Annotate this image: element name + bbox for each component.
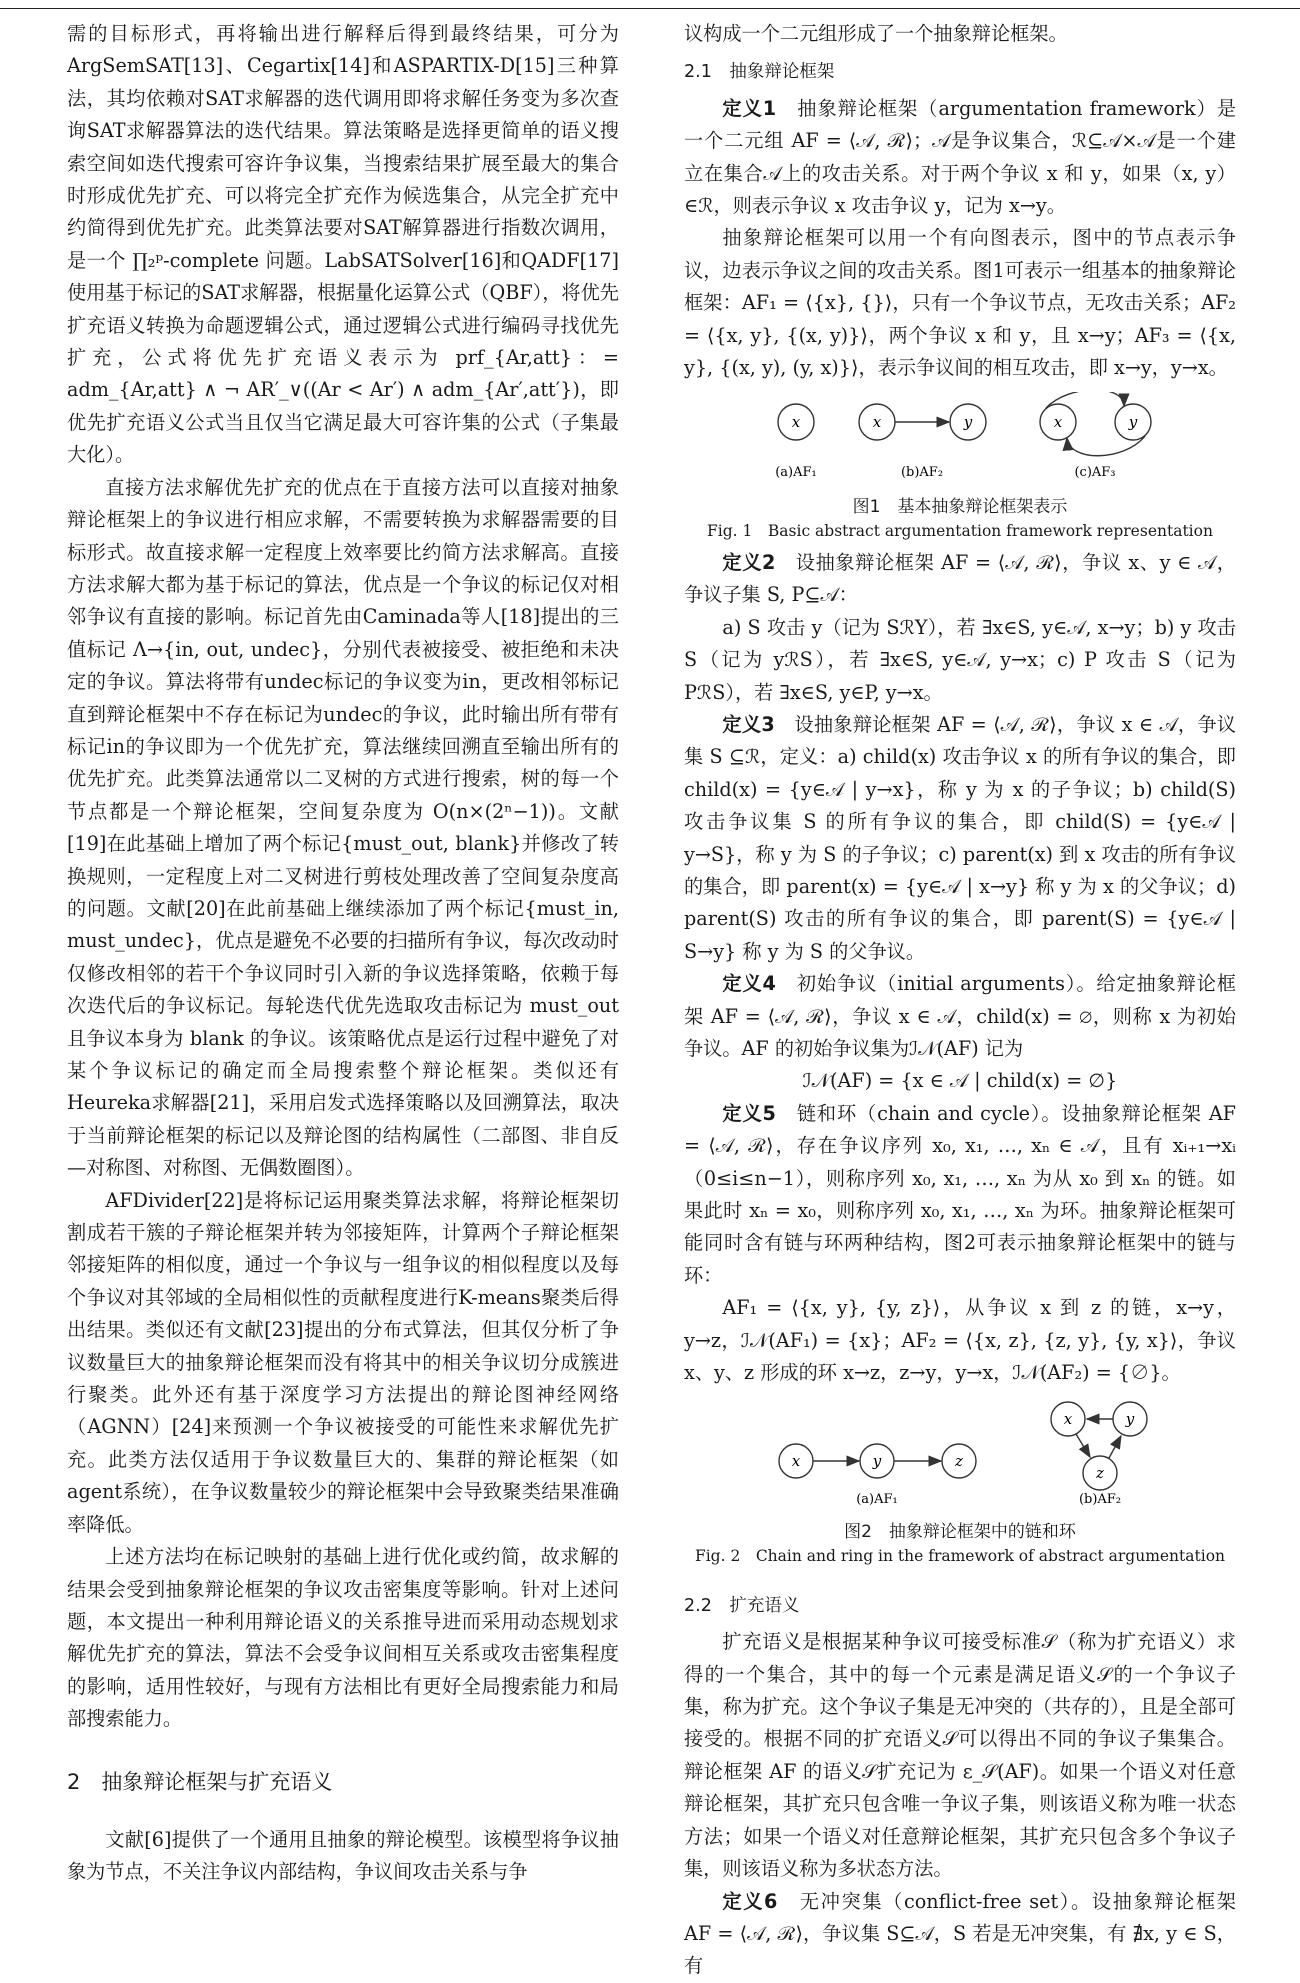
definition-text: 无冲突集（conflict-free set）。设抽象辩论框架 AF = ⟨𝒜, ℛ⟩，争议集 S⊆𝒜，S 若是无冲突集，有 ∄x, y ∈ S，有 (684, 1889, 1236, 1978)
node-label: y (1128, 413, 1138, 432)
node-label: z (1096, 1464, 1104, 1483)
paragraph: AF₁ = ⟨{x, y}, {y, z}⟩，从争议 x 到 z 的链，x→y，y→z，ℐ𝒩(AF₁) = {x}；AF₂ = ⟨{x, z}, {z, y}, {y, x}⟩，争议 x、y、z 形成的环 x→z，z→y，y→x，ℐ𝒩(AF₂) = {∅}。 (684, 1296, 1236, 1385)
definition-label: 定义1 (722, 96, 777, 120)
subfigure-label: (b)AF₂ (1078, 1492, 1122, 1508)
node-label: y (963, 413, 973, 432)
definition-3 (684, 709, 1236, 968)
node-label: x (872, 413, 882, 432)
subfigure-label: (b)AF₂ (900, 465, 944, 481)
figure-1 (684, 392, 1236, 542)
definition-5 (684, 1098, 1236, 1292)
subfigure-label: (a)AF₁ (856, 1492, 898, 1508)
definition-text: 链和环（chain and cycle）。设抽象辩论框架 AF = ⟨𝒜, ℛ⟩，存在争议序列 x₀, x₁, …, xₙ ∈ 𝒜，且有 xᵢ₊₁→xᵢ（0≤i≤n−1），则称序列 x₀, x₁, …, xₙ 为从 x₀ 到 xₙ 的链。如果此时 xₙ = x₀，则称序列 x₀, x₁, …, xₙ 为环。抽象辩论框架可能同时含有链与环两种结构，图2可表示抽象辩论框架中的链与环： (684, 1101, 1236, 1287)
attack-edge (1109, 1436, 1121, 1458)
definition-text: 抽象辩论框架（argumentation framework）是一个二元组 AF = ⟨𝒜, ℛ⟩；𝒜是争议集合，ℛ⊆𝒜×𝒜是一个建立在集合𝒜上的攻击关系。对于两个争议 x 和 y，如果（x, y）∈ℛ，则表示争议 x 攻击争议 y，记为 x→y。 (684, 96, 1237, 218)
node-label: x (1053, 413, 1063, 432)
paragraph: 扩充语义是根据某种争议可接受标准𝒮（称为扩充语义）求得的一个集合，其中的每一个元素是满足语义𝒮的一个争议子集，称为扩充。这个争议子集是无冲突的（共存的），且是全部可接受的。根据不同的扩充语义𝒮可以得出不同的争议子集集合。辩论框架 AF 的语义𝒮扩充记为 ε_𝒮(AF)。如果一个语义对任意辩论框架，其扩充只包含唯一争议子集，则该语义称为唯一状态方法；如果一个语义对任意辩论框架，其扩充只包含多个争议子集，则该语义称为多状态方法。 (684, 1630, 1236, 1881)
definition-label: 定义4 (722, 972, 776, 996)
header-rule (0, 8, 1300, 9)
paragraph: 上述方法均在标记映射的基础上进行优化或约简，故求解的结果会受到抽象辩论框架的争议攻击密集度等影响。针对上述问题，本文提出一种利用辩论语义的关系推导进而采用动态规划求解优先扩充的算法，算法不会受争议间相互关系或攻击密集程度的影响，适用性较好，与现有方法相比有更好全局搜索能力和局部搜索能力。 (67, 1545, 619, 1731)
node-label: y (1125, 1410, 1135, 1429)
right-column (684, 18, 1236, 1983)
section-heading: 2 抽象辩论框架与扩充语义 (67, 1769, 333, 1794)
paragraph: a) S 攻击 y（记为 SℛY），若 ∃x∈S, y∈𝒜, x→y；b) y 攻击 S（记为 yℛS），若 ∃x∈S, y∈𝒜, y→x；c) P 攻击 S（记为 PℛS），若 ∃x∈S, y∈P, y→x。 (684, 615, 1236, 704)
definition-text: 设抽象辩论框架 AF = ⟨𝒜, ℛ⟩，争议 x ∈ 𝒜，争议集 S ⊆ℛ，定义：a) child(x) 攻击争议 x 的所有争议的集合，即 child(x) = {y∈𝒜 | y→x}，称 y 为 x 的子争议；b) child(S) 攻击争议集 S 的所有争议的集合，即 child(S) = {y∈𝒜 | y→S}，称 y 为 S 的子争议；c) parent(x) 到 x 攻击的所有争议的集合，即 parent(x) = {y∈𝒜 | x→y} 称 y 为 x 的父争议；d) parent(S) 攻击的所有争议的集合，即 parent(S) = {y∈𝒜 | S→y} 称 y 为 S 的父争议。 (684, 712, 1237, 963)
figure-caption-en: Fig. 1 Basic abstract argumentation framework representation (707, 521, 1213, 540)
node-label: x (1063, 1410, 1073, 1429)
figure-1-graph (684, 392, 1236, 484)
definition-label: 定义5 (722, 1101, 776, 1125)
definition-6 (684, 1886, 1236, 1983)
figure-2-graph (684, 1397, 1236, 1509)
subsection-heading: 2.1 抽象辩论框架 (684, 62, 835, 83)
definition-label: 定义2 (722, 550, 776, 574)
figure-caption: 图2 抽象辩论框架中的链和环 (844, 1521, 1076, 1542)
paragraph: 需的目标形式，再将输出进行解释后得到最终结果，可分为ArgSemSAT[13]、Cegartix[14]和ASPARTIX-D[15]三种算法，其均依赖对SAT求解器的迭代调用即将求解任务变为多次查询SAT求解器算法的迭代结果。算法策略是选择更简单的语义搜索空间如迭代搜索可容许争议集，当搜索结果扩展至最大的集合时形成优先扩充、可以将完全扩充作为候选集合，从完全扩充中约简得到优先扩充。此类算法要对SAT解算器进行指数次调用，是一个 ∏₂ᵖ-complete 问题。LabSATSolver[16]和QADF[17]使用基于标记的SAT求解器，根据量化运算公式（QBF），将优先扩充语义转换为命题逻辑公式，通过逻辑公式进行编码寻找优先扩充，公式将优先扩充语义表示为 prf_{Ar,att}：= adm_{Ar,att} ∧ ¬ AR′_∨((Ar < Ar′) ∧ adm_{Ar′,att′})，即优先扩充语义公式当且仅当它满足最大可容许集的公式（子集最大化）。 (67, 22, 619, 467)
subfigure-label: (c)AF₃ (1074, 465, 1116, 481)
paragraph: 议构成一个二元组形成了一个抽象辩论框架。 (684, 22, 1068, 45)
node-label: x (791, 413, 801, 432)
definition-1 (684, 93, 1236, 223)
subfigure-label: (a)AF₁ (775, 465, 817, 481)
formula: ℐ𝒩(AF) = {x ∈ 𝒜 | child(x) = ∅} (802, 1069, 1118, 1093)
definition-text: 设抽象辩论框架 AF = ⟨𝒜, ℛ⟩，争议 x、y ∈ 𝒜，争议子集 S, P⊆𝒜： (684, 550, 1236, 607)
paragraph: 文献[6]提供了一个通用且抽象的辩论模型。该模型将争议抽象为节点，不关注争议内部结构，争议间攻击关系与争 (67, 1827, 619, 1884)
paragraph: 抽象辩论框架可以用一个有向图表示，图中的节点表示争议，边表示争议之间的攻击关系。图1可表示一组基本的抽象辩论框架：AF₁ = ⟨{x}, {}⟩，只有一个争议节点，无攻击关系；AF₂ = ⟨{x, y}, {(x, y)}⟩，两个争议 x 和 y，且 x→y；AF₃ = ⟨{x, y}, {(x, y), (y, x)}⟩，表示争议间的相互攻击，即 x→y，y→x。 (684, 226, 1236, 380)
node-label: y (872, 1452, 882, 1471)
figure-caption: 图1 基本抽象辩论框架表示 (852, 496, 1068, 517)
subsection-heading: 2.2 扩充语义 (684, 1595, 800, 1616)
paragraph: 直接方法求解优先扩充的优点在于直接方法可以直接对抽象辩论框架上的争议进行相应求解，不需要转换为求解器需要的目标形式。故直接求解一定程度上效率要比约简方法求解高。直接方法求解大都为基于标记的算法，优点是一个争议的标记仅对相邻争议有直接的影响。标记首先由Caminada等人[18]提出的三值标记 Λ→{in, out, undec}，分别代表被接受、被拒绝和未决定的争议。算法将带有undec标记的争议变为in，更改相邻标记直到辩论框架中不存在标记为undec的争议，此时输出所有带有标记in的争议即为一个优先扩充，算法继续回溯直至输出所有的优先扩充。此类算法通常以二叉树的方式进行搜索，树的每一个节点都是一个辩论框架，空间复杂度为 O(n×(2ⁿ−1))。文献[19]在此基础上增加了两个标记{must_out, blank}并修改了转换规则，一定程度上对二叉树进行剪枝处理改善了空间复杂度高的问题。文献[20]在此前基础上继续添加了两个标记{must_in, must_undec}，优点是避免不必要的扫描所有争议，每次改动时仅修改相邻的若干个争议同时引入新的争议选择策略，依赖于每次迭代后的争议标记。每轮迭代优先选取攻击标记为 must_out 且争议本身为 blank 的争议。该策略优点是运行过程中避免了对某个争议标记的确定而全局搜索整个辩论框架。类似还有Heureka求解器[21]，采用启发式选择策略以及回溯算法，取决于当前辩论框架的标记以及辩论图的结构属性（二部图、非自反—对称图、对称图、无偶数圈图）。 (67, 475, 619, 1180)
definition-4 (684, 968, 1236, 1065)
node-label: z (955, 1452, 963, 1471)
paragraph: AFDivider[22]是将标记运用聚类算法求解，将辩论框架切割成若干簇的子辩论框架并转为邻接矩阵，计算两个子辩论框架邻接矩阵的相似度，通过一个争议与一组争议的相似程度以及每个争议对其邻域的全局相似性的贡献程度进行K-means聚类后得出结果。类似还有文献[23]提出的分布式算法，但其仅分析了争议数量巨大的抽象辩论框架而没有将其中的相关争议切分成簇进行聚类。此外还有基于深度学习方法提出的辩论图神经网络（AGNN）[24]来预测一个争议被接受的可能性来求解优先扩充。此类方法仅适用于争议数量巨大的、集群的辩论框架（如agent系统），在争议数量较少的辩论框架中会导致聚类结果准确率降低。 (67, 1188, 619, 1536)
definition-label: 定义6 (722, 1889, 778, 1913)
attack-edge (1076, 1434, 1090, 1457)
node-label: x (791, 1452, 801, 1471)
definition-2 (684, 547, 1236, 612)
left-column (67, 18, 619, 1889)
definition-text: 初始争议（initial arguments）。给定抽象辩论框架 AF = ⟨𝒜, ℛ⟩，争议 x ∈ 𝒜，child(x) = ∅，则称 x 为初始争议。AF 的初始争议集为ℐ𝒩(AF) 记为 (684, 972, 1237, 1060)
definition-label: 定义3 (722, 712, 775, 736)
figure-caption-en: Fig. 2 Chain and ring in the framework of abstract argumentation (694, 1546, 1226, 1565)
figure-2 (684, 1397, 1236, 1567)
